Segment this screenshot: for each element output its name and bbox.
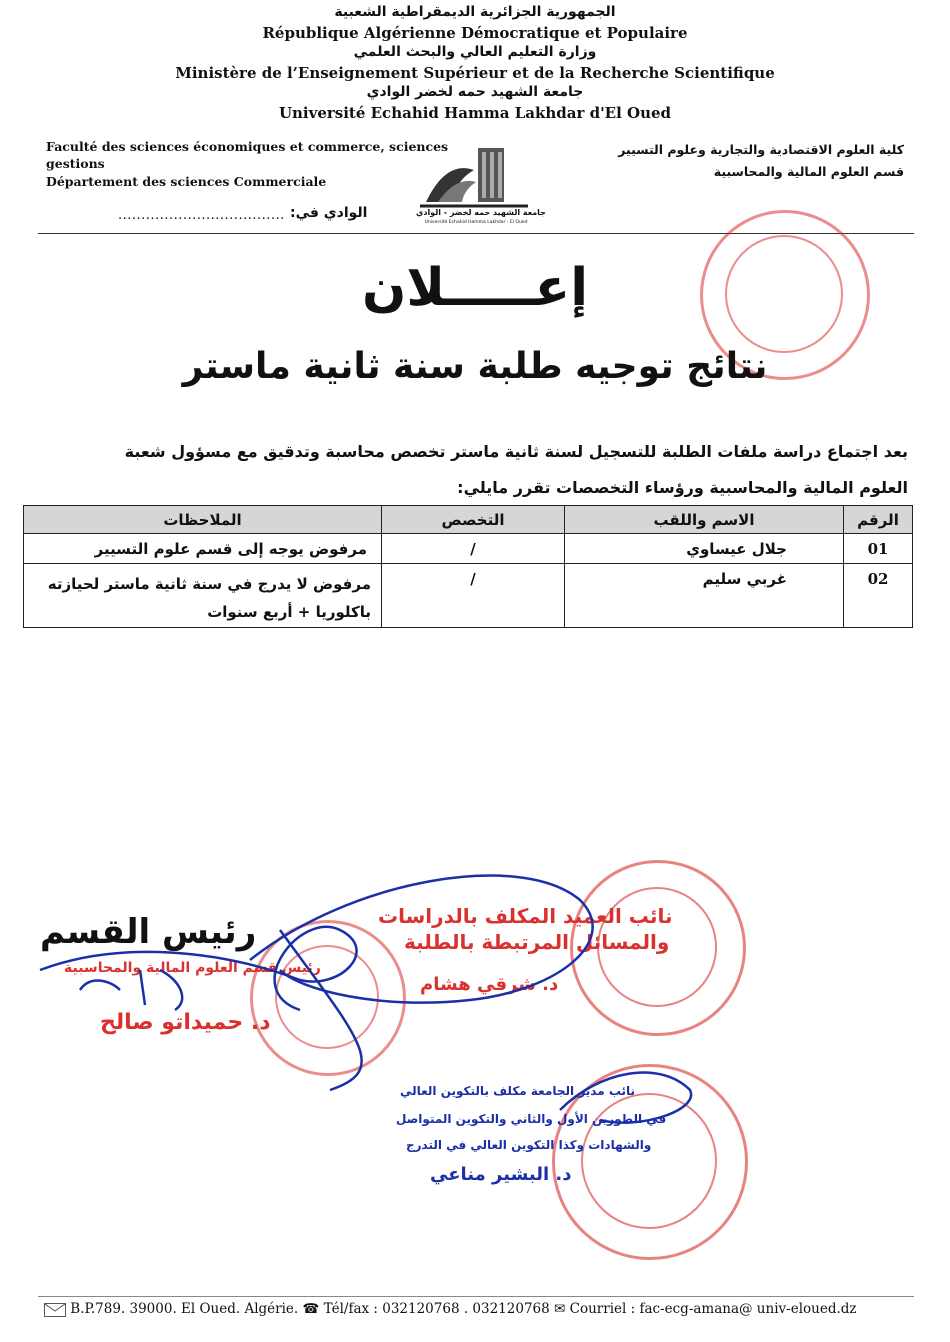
announcement-subtitle: نتائج توجيه طلبة سنة ثانية ماستر [182, 346, 768, 387]
logo-text-ar: جامعة الشهيد حمه لخضر - الوادي [416, 208, 546, 217]
results-table [23, 505, 913, 628]
date-dots: .................................... [118, 208, 285, 223]
row-num: 01 [844, 534, 913, 564]
footer-email: Courriel : fac-ecg-amana@ univ-eloued.dz [569, 1301, 857, 1317]
intro-line2: العلوم المالية والمحاسبية ورؤساء التخصصات تقرر مايلي: [457, 478, 908, 497]
email-icon: ✉ [554, 1301, 566, 1317]
header-spec: التخصص [382, 506, 565, 534]
row-name: غربي سليم [565, 564, 844, 628]
faculty-fr-line1: Faculté des sciences économiques et commerce, sciences [46, 139, 449, 154]
row-num: 02 [844, 564, 913, 628]
head-title: رئيس القسم [40, 912, 257, 952]
vr-line2: في الطورين الأول والثاني والتكوين المتواصل [396, 1112, 667, 1126]
head-stamp-title: رئيس قسم العلوم المالية والمحاسبية [64, 960, 321, 976]
footer-divider [38, 1296, 914, 1297]
department-fr: Département des sciences Commerciale [46, 174, 327, 189]
intro-line1: بعد اجتماع دراسة ملفات الطلبة للتسجيل لسنة ثانية ماستر تخصص محاسبة وتدقيق مع مسؤول شعبة [124, 442, 908, 461]
row-note: مرفوض يوجه إلى قسم علوم التسيير [24, 534, 382, 564]
row-spec: / [382, 534, 565, 564]
header-fr-ministry: Ministère de l’Enseignement Supérieur et de la Recherche Scientifique [175, 64, 775, 82]
vr-name: د. البشير مناعي [430, 1164, 572, 1185]
table-header-row [24, 506, 913, 534]
dean-signature-tail [280, 930, 362, 1090]
vr-line3: والشهادات وكذا التكوين العالي في التدرج [406, 1138, 652, 1152]
footer-tel: Tél/fax : 032120768 . 032120768 [323, 1301, 550, 1317]
dean-signature [250, 876, 593, 1003]
footer-address: B.P.789. 39000. El Oued. Algérie. [70, 1301, 299, 1317]
faculty-ar: كلية العلوم الاقتصادية والتجارية وعلوم التسيير [618, 142, 904, 157]
vr-signature [560, 1073, 691, 1123]
phone-icon: ☎ [302, 1301, 320, 1317]
row-name: جلال عيساوي [565, 534, 844, 564]
header-ar-republic: الجمهورية الجزائرية الديمقراطية الشعبية [334, 4, 616, 20]
footer-line [44, 1301, 857, 1317]
header-fr-republic: République Algérienne Démocratique et Populaire [262, 24, 688, 42]
date-label: الوادي في: [290, 205, 368, 221]
university-logo [416, 140, 546, 230]
table-row [24, 534, 913, 564]
dean-name: د. شرقي هشام [420, 974, 559, 995]
header-ar-university: جامعة الشهيد حمه لخضر الوادي [366, 84, 584, 100]
header-name: الاسم واللقب [565, 506, 844, 534]
header-ar-ministry: وزارة التعليم العالي والبحث العلمي [353, 44, 597, 60]
row-note-line2: باكلوريا + أربع سنوات [207, 603, 371, 621]
table-row [24, 564, 913, 628]
row-note-line1: مرفوض لا يدرج في سنة ثانية ماستر لحيازته [47, 575, 371, 593]
dean-title-line1: نائب العميد المكلف بالدراسات [378, 904, 673, 928]
header-notes: الملاحظات [24, 506, 382, 534]
head-name: د. حميداتو صالح [100, 1010, 271, 1035]
announcement-title: إعـــــلان [361, 258, 589, 318]
faculty-fr-line2: gestions [46, 156, 105, 171]
head-signature-initials [80, 970, 182, 1010]
mail-icon [44, 1303, 66, 1317]
header-fr-university: Université Echahid Hamma Lakhdar d'El Oued [278, 104, 672, 122]
department-ar: قسم العلوم المالية والمحاسبية [713, 164, 904, 179]
signatures-ink [0, 840, 950, 1160]
row-spec: / [382, 564, 565, 628]
logo-text-fr: Université Echahid Hamma Lakhdar - El Oued [424, 220, 528, 225]
vr-line1: نائب مدير الجامعة مكلف بالتكوين العالي [400, 1084, 636, 1098]
dean-title-line2: والمسائل المرتبطة بالطلبة [404, 930, 670, 954]
row-note [24, 564, 382, 628]
header-num: الرقم [844, 506, 913, 534]
